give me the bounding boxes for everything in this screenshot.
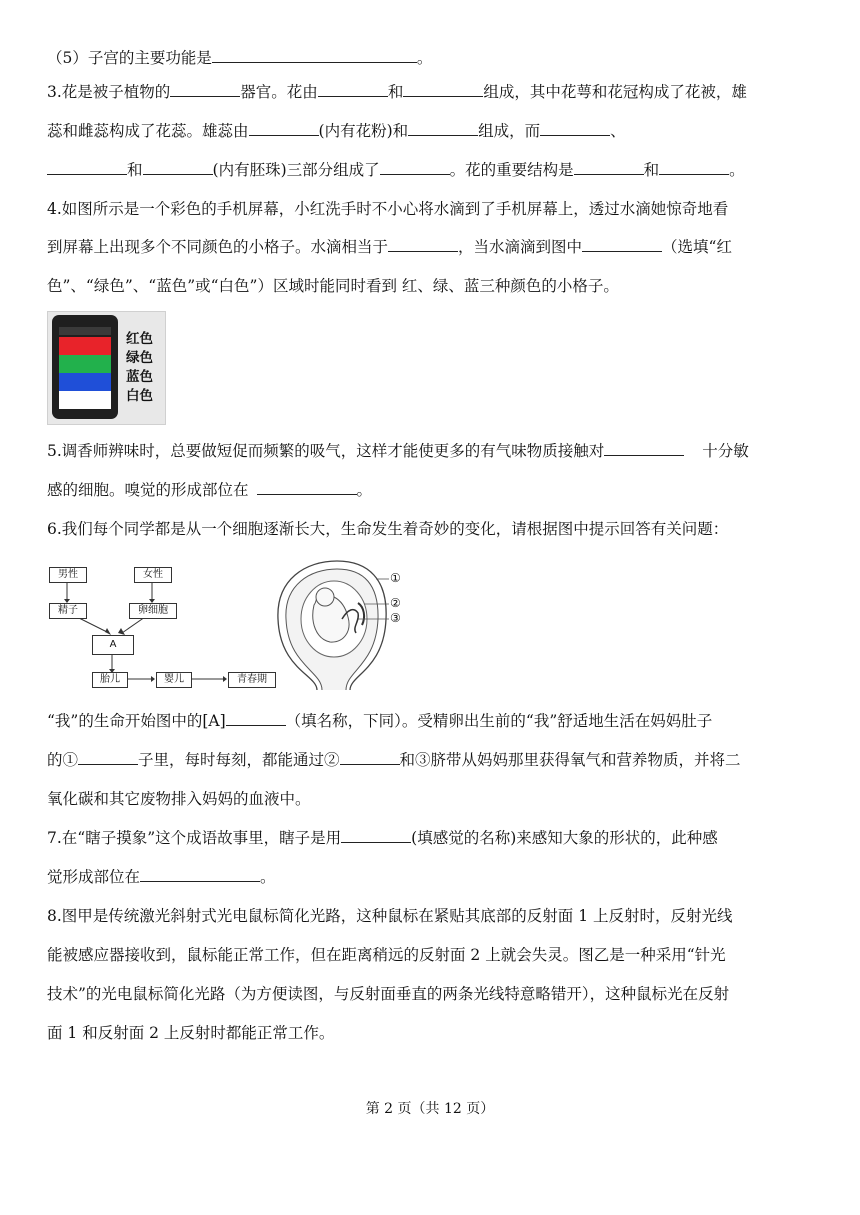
text: 4.如图所示是一个彩色的手机屏幕，小红洗手时不小心将水滴到了手机屏幕上，透过水滴她惊奇地看	[47, 200, 729, 218]
box-female: 女性	[134, 567, 172, 583]
text: 组成，其中花萼和花冠构成了花被，雄	[483, 83, 747, 101]
text: 色”、“绿色”、“蓝色”或“白色”）区域时能同时看到 红、绿、蓝三种颜色的小格子。	[47, 277, 619, 295]
text: 器官。花由	[240, 83, 318, 101]
answer-blank[interactable]	[341, 828, 411, 843]
text: 、	[610, 122, 626, 140]
q5-line2	[47, 480, 372, 500]
text: 3.花是被子植物的	[47, 83, 171, 101]
answer-blank[interactable]	[78, 750, 138, 765]
mark-2: ②	[390, 596, 401, 610]
white-region	[59, 391, 111, 409]
answer-blank[interactable]	[388, 237, 458, 252]
text: 蕊和雌蕊构成了花蕊。雄蕊由	[47, 122, 249, 140]
answer-blank[interactable]	[582, 237, 662, 252]
answer-blank[interactable]	[318, 82, 388, 97]
page-footer: 第 2 页（共 12 页）	[365, 1101, 495, 1117]
text: （5）子宫的主要功能是	[47, 49, 212, 67]
phone-top-bar	[59, 327, 111, 335]
answer-blank[interactable]	[140, 867, 260, 882]
answer-blank[interactable]	[403, 82, 483, 97]
text: (内有花粉)和	[318, 122, 409, 140]
text: (填感觉的名称)来感知大象的形状的，此种感	[411, 829, 718, 847]
label-blue: 蓝色	[126, 369, 153, 385]
q4-line1	[47, 199, 728, 219]
answer-blank[interactable]	[226, 711, 286, 726]
answer-blank[interactable]	[340, 750, 400, 765]
q8-line1	[47, 906, 733, 926]
text: 技术”的光电鼠标简化光路（为方便读图，与反射面垂直的两条光线特意略错开），这种鼠标光在反射	[47, 985, 730, 1003]
text: 。	[729, 161, 745, 179]
q5-line1	[47, 441, 749, 461]
green-region	[59, 355, 111, 373]
q8-line4	[47, 1023, 334, 1043]
text: 十分敏	[702, 442, 749, 460]
text: 和	[127, 161, 143, 179]
q3-line1	[47, 82, 747, 102]
answer-blank[interactable]	[170, 82, 240, 97]
text: 5.调香师辨味时，总要做短促而频繁的吸气，这样才能使更多的有气味物质接触对	[47, 442, 605, 460]
text: 氧化碳和其它废物排入妈妈的血液中。	[47, 790, 311, 808]
phone-screen-figure	[47, 311, 166, 425]
q4-line2	[47, 237, 732, 257]
text: 和	[643, 161, 660, 179]
text: 到屏幕上出现多个不同颜色的小格子。水滴相当于	[47, 238, 389, 256]
label-red: 红色	[126, 331, 153, 347]
text: 面 1 和反射面 2 上反射时都能正常工作。	[47, 1024, 335, 1042]
answer-blank[interactable]	[408, 121, 478, 136]
q4-line3	[47, 276, 619, 296]
text: 组成，而	[478, 122, 541, 140]
text: 8.图甲是传统激光斜射式光电鼠标简化光路，这种鼠标在紧贴其底部的反射面 1 上反射时，反射光线	[47, 907, 733, 925]
text: 。花的重要结构是	[449, 161, 574, 179]
text: ，当水滴滴到图中	[458, 238, 583, 256]
text: （填名称，下同）。受精卵出生前的“我”舒适地生活在妈妈肚子	[285, 712, 713, 730]
box-male: 男性	[49, 567, 87, 583]
q6-line1	[47, 519, 728, 539]
q7-line2	[47, 867, 276, 887]
text: 和③脐带从妈妈那里获得氧气和营养物质，并将二	[399, 751, 741, 769]
box-egg: 卵细胞	[129, 603, 177, 619]
text: (内有胚珠)三部分组成了	[212, 161, 380, 179]
text: 。	[260, 868, 276, 886]
q3-line2	[47, 121, 626, 141]
q3-line3	[47, 160, 745, 180]
box-baby: 婴儿	[156, 672, 192, 688]
uterus-drawing	[272, 557, 407, 693]
answer-blank[interactable]	[257, 480, 357, 495]
text: （选填“红	[662, 238, 732, 256]
answer-blank[interactable]	[659, 160, 729, 175]
box-fetus: 胎儿	[92, 672, 128, 688]
q8-line2	[47, 945, 726, 965]
answer-blank[interactable]	[249, 121, 319, 136]
text: 感的细胞。嗅觉的形成部位在	[47, 481, 249, 499]
text: 7.在“瞎子摸象”这个成语故事里，瞎子是用	[47, 829, 342, 847]
answer-blank[interactable]	[574, 160, 644, 175]
q6-line2	[47, 711, 712, 731]
mark-3: ③	[390, 611, 401, 625]
text: 和	[387, 83, 404, 101]
q7-line1	[47, 828, 718, 848]
q-uterus-function	[47, 48, 432, 68]
answer-blank[interactable]	[143, 160, 213, 175]
text: 。	[416, 49, 433, 67]
phone-body	[52, 315, 118, 419]
uterus-figure	[272, 557, 407, 693]
blue-region	[59, 373, 111, 391]
text: 。	[356, 481, 373, 499]
text: 子里，每时每刻，都能通过②	[138, 751, 340, 769]
box-a: A	[92, 635, 134, 655]
red-region	[59, 337, 111, 355]
label-white: 白色	[126, 388, 153, 404]
text: 觉形成部位在	[47, 868, 141, 886]
q8-line3	[47, 984, 729, 1004]
answer-blank[interactable]	[47, 160, 127, 175]
answer-blank[interactable]	[540, 121, 610, 136]
box-sperm: 精子	[49, 603, 87, 619]
text: 能被感应器接收到，鼠标能正常工作，但在距离稍远的反射面 2 上就会失灵。图乙是一种采用“针光	[47, 946, 726, 964]
box-puberty: 青春期	[228, 672, 276, 688]
q6-line4	[47, 789, 311, 809]
answer-blank[interactable]	[212, 48, 417, 63]
answer-blank[interactable]	[380, 160, 450, 175]
text: 6.我们每个同学都是从一个细胞逐渐长大，生命发生着奇妙的变化，请根据图中提示回答有关问题：	[47, 520, 729, 538]
label-green: 绿色	[126, 350, 153, 366]
answer-blank[interactable]	[604, 441, 684, 456]
text: “我”的生命开始图中的[A]	[47, 712, 226, 730]
q6-line3	[47, 750, 741, 770]
text: 的①	[47, 751, 79, 769]
development-flow-diagram	[47, 563, 277, 693]
mark-1: ①	[390, 571, 401, 585]
